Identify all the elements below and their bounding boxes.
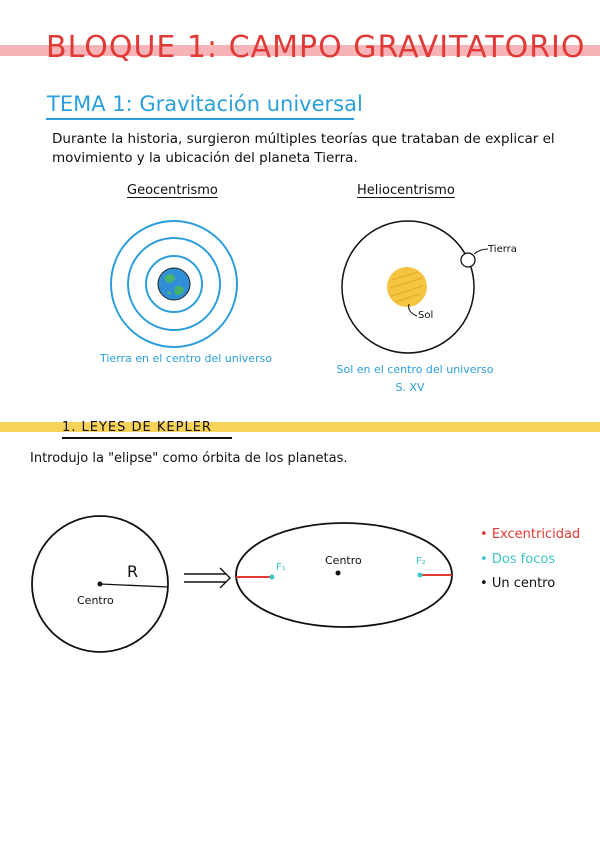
page-title: BLOQUE 1: CAMPO GRAVITATORIO [46,30,586,65]
earth-planet [461,253,475,267]
radius-label: R [127,562,139,581]
focus2-dot [418,573,423,578]
heliocentrismo-caption: Sol en el centro del universo [336,363,494,376]
legend-label: Excentricidad [491,527,581,542]
earth-pointer [474,249,488,254]
legend-label: Dos focos [491,552,556,567]
focus2-label: F₂ [416,556,426,567]
legend-label: Un centro [491,576,556,591]
focus1-dot [270,575,275,580]
earth-icon [158,268,190,300]
sun-icon [387,267,427,307]
topic-title: TEMA 1: Gravitación universal [47,92,363,116]
intro-paragraph: Durante la historia, surgieron múltiples teorías que trataban de explicar el movimiento y la ubicación del planeta Tierra. [52,131,555,166]
legend-item-centro: • Un centro [480,576,556,591]
kepler-heading: 1. LEYES DE KEPLER [62,420,212,435]
century-label: S. XV [395,381,425,394]
legend-item-excentricidad: • Excentricidad [480,527,581,542]
geocentrismo-caption: Tierra en el centro del universo [100,352,273,365]
focus1-label: F₁ [276,562,286,573]
geocentrismo-title: Geocentrismo [127,183,218,198]
heliocentrismo-title: Heliocentrismo [357,183,455,198]
circle-center-label: Centro [77,594,114,607]
sun-label: Sol [418,310,434,321]
radius-line [100,584,168,587]
ellipse-center-dot [336,571,341,576]
legend-item-focos: • Dos focos [480,552,556,567]
kepler-intro: Introdujo la "elipse" como órbita de los planetas. [30,451,348,466]
implies-arrow-icon [184,568,230,588]
earth-label: Tierra [488,244,517,255]
ellipse-center-label: Centro [325,554,362,567]
